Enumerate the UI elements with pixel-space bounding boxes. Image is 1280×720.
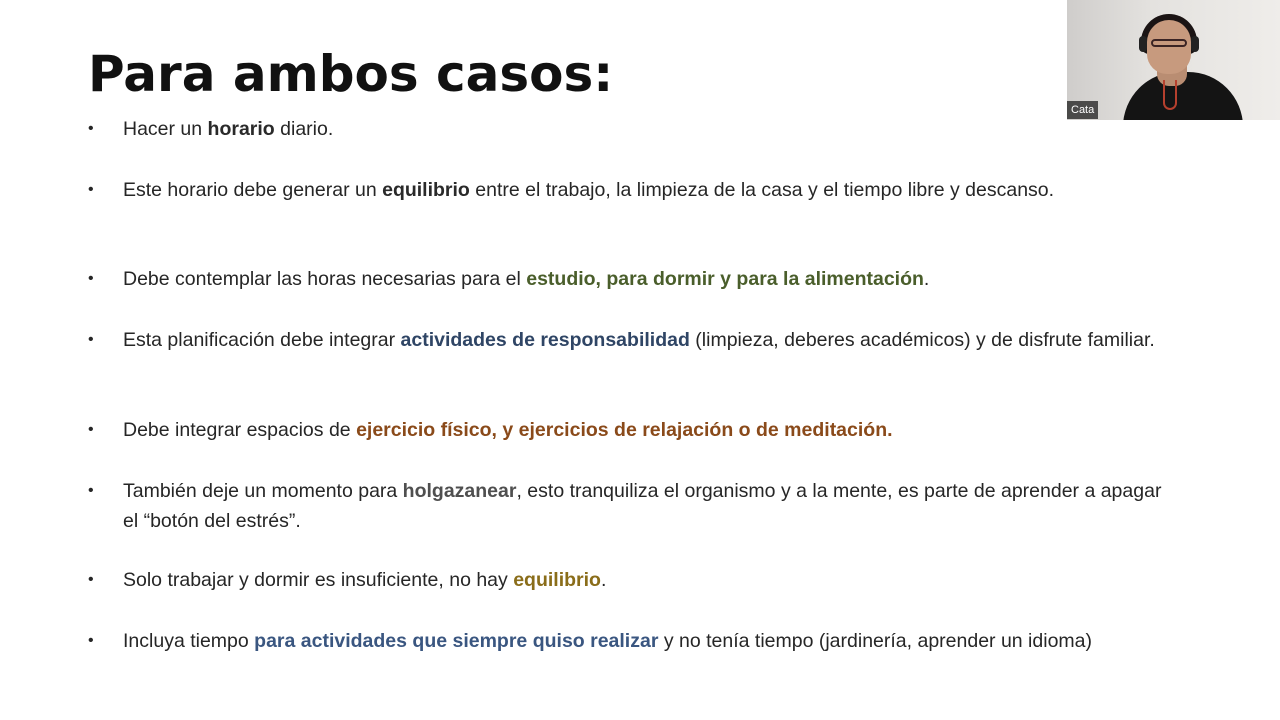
bullet-text [123,626,1163,656]
bullet-text-segment: Incluya tiempo [123,630,255,652]
highlighted-phrase: para actividades que siempre quiso realizar [254,630,659,652]
bullet-text-segment: . [600,569,607,591]
bullet-marker: • [88,270,94,287]
headset-icon [1191,36,1199,52]
bullet-marker: • [88,120,94,137]
bullet-text-segment: diario. [274,118,334,140]
bullet-text [123,415,1163,445]
bullet-text-segment: Hacer un [123,118,208,140]
bullet-text [123,114,1163,144]
bullet-text [123,325,1163,355]
highlighted-phrase: horario [207,118,275,140]
glasses-icon [1151,39,1187,47]
bullet-marker: • [88,632,94,649]
bullet-text-segment: Debe contemplar las horas necesarias para el [123,268,527,290]
highlighted-phrase: holgazanear [402,480,517,502]
participant-name-label: Cata [1067,101,1098,119]
bullet-text-segment: y no tenía tiempo (jardinería, aprender un idioma) [658,630,1092,652]
bullet-text-segment: Este horario debe generar un [123,179,383,201]
bullet-marker: • [88,482,94,499]
bullet-text-segment: También deje un momento para [123,480,403,502]
slide-title: Para ambos casos: [88,45,614,103]
highlighted-phrase: actividades de responsabilidad [400,329,690,351]
bullet-text-segment: Esta planificación debe integrar [123,329,401,351]
highlighted-phrase: ejercicio físico, y ejercicios de relajación o de meditación. [356,419,893,441]
bullet-marker: • [88,181,94,198]
highlighted-phrase: equilibrio [382,179,470,201]
bullet-marker: • [88,421,94,438]
bullet-text-segment: . [923,268,930,290]
bullet-marker: • [88,331,94,348]
participant-video-tile[interactable] [1067,0,1280,120]
bullet-text [123,565,1163,595]
bullet-text [123,476,1163,536]
bullet-text-segment: Debe integrar espacios de [123,419,357,441]
bullet-text [123,175,1163,205]
highlighted-phrase: equilibrio [513,569,601,591]
necklace-icon [1163,80,1177,110]
participant-face [1147,20,1191,74]
headset-icon [1139,36,1147,52]
bullet-text [123,264,1163,294]
bullet-marker: • [88,571,94,588]
bullet-text-segment: , esto tranquiliza el organismo y a la mente, es parte de aprender a apagar el “botón del estrés”. [123,480,1162,532]
bullet-text-segment: entre el trabajo, la limpieza de la casa y el tiempo libre y descanso. [469,179,1055,201]
bullet-text-segment: (limpieza, deberes académicos) y de disfrute familiar. [689,329,1155,351]
bullet-text-segment: Solo trabajar y dormir es insuficiente, no hay [123,569,514,591]
highlighted-phrase: estudio, para dormir y para la alimentación [526,268,924,290]
